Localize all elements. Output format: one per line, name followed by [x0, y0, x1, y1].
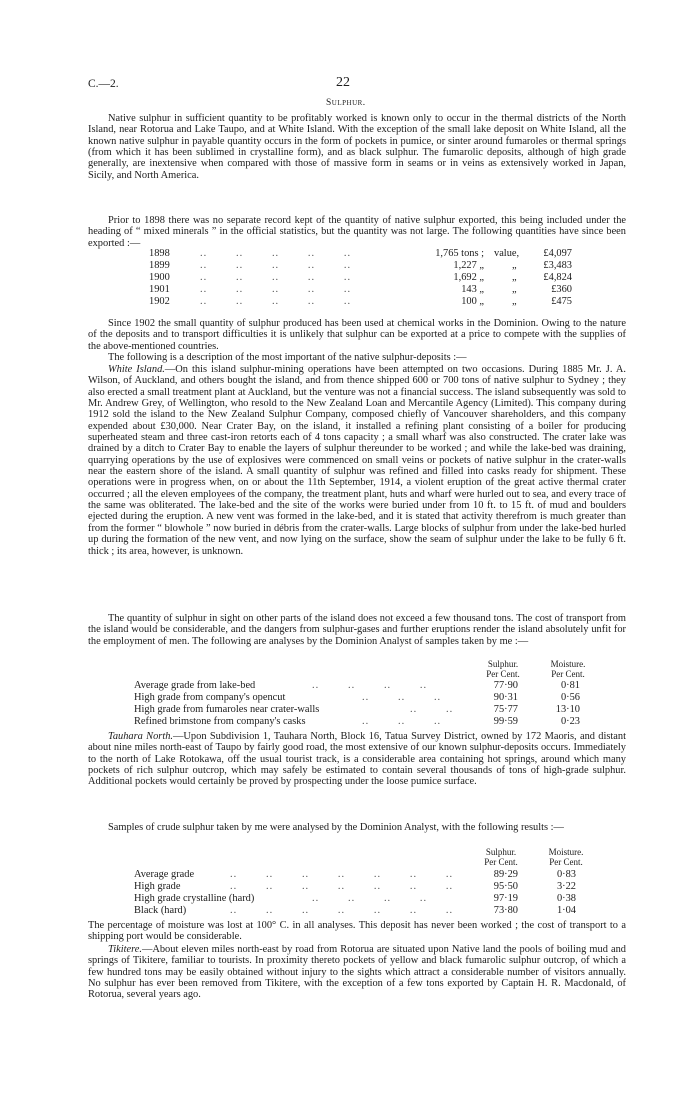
side-heading-white-island: White Island.	[108, 364, 165, 375]
paragraph-white-island-quantity: The quantity of sulphur in sight on other parts of the island does not exceed a few thousand tons. The cost of transport from the island would be considerable, and the dangers from sulphur-gases and further eruptions render the island absolutely unfit for the employment of men. The following are analyses by the Dominion Analyst of samples taken by me :—	[88, 613, 626, 647]
paragraph-tikitere: Tikitere.—About eleven miles north-east by road from Rotorua are situated upon Native land the pools of boiling mud and springs of Tikitere, familiar to tourists. In proximity thereto pockets of yellow and black fumarolic sulphur outcrop, of which a few hundred tons may be easily obtained without injury to the sights which attract a considerable number of visitors annually. No sulphur has ever been removed from Tikitere, with the exception of a few tons exported by Captain H. R. Macdonald, of Rotorua, several years ago.	[88, 944, 626, 1001]
paragraph-white-island: White Island.—On this island sulphur-mining operations have been attempted on two occasions. During 1885 Mr. J. A. Wilson, of Auckland, and others bought the island, and from thence shipped 600 or 700 tons of native sulphur to Sydney ; they also erected a small treatment plant at Auckland, but the venture was not a financial success. The island subsequently was sold to Mr. Andrew Grey, of Wellington, who resold to the New Zealand Loan and Mercantile Agency (Limited). This company during 1912 sold the island to the New Zealand Sulphur Company, composed chiefly of Vancouver shareholders, and this company expended about £30,000. Near Crater Bay, on the island, it installed a refining plant consisting of a boiler for producing superheated steam and three cast-iron retorts each of 4 tons capacity ; a small wharf was also constructed. The crater lake was drained by a ditch to Crater Bay to enable the layers of sulphur thereunder to be worked ; and while the lake-bed was draining, quarrying operations by the use of explosives were commenced on small veins or pockets of native sulphur in the crater-walls near the eastern shore of the island. A small quantity of sulphur was refined and filled into casks ready for shipment. These operations were in progress when, on or about the 11th September, 1914, a violent eruption of the great active thermal crater occurred ; all the eleven employees of the company, the treatment plant, huts and wharf were hurled out to sea, and every trace of the same was obliterated. The lake-bed and the site of the works were buried under from 10 ft. to 15 ft. of mud and boulders ejected during the eruption. A new vent was formed in the lake-bed, and it is stated that activity therefrom is much greater than from the former “ blowhole ” now buried in débris from the crater-walls. Large blocks of sulphur from under the lake-bed hurled up during the formation of the new vent, and now lying on the surface, show the seam of sulphur under the lake to be fully 6 ft. thick ; its area, however, is unknown.	[88, 364, 626, 557]
section-title: Sulphur.	[326, 98, 366, 108]
page-number: 22	[336, 75, 350, 90]
side-heading-tikitere: Tikitere.	[108, 944, 142, 955]
paragraph-intro: Native sulphur in sufficient quantity to be profitably worked is known only to occur in the thermal districts of the North Island, near Rotorua and Lake Taupo, and at White Island. With the exception of the small lake deposit on White Island, all the known native sulphur in payable quantity occurs in the form of pockets in pumice, or sinter around fumaroles or thermal springs (from which it has been sublimed in crystalline form), and as black sulphur. The fumarolic deposits, although of high grade generally, are inextensive when compared with those of massive form in seams or in veins as extensively worked in Japan, Sicily, and North America.	[88, 113, 626, 181]
paragraph-description-intro: The following is a description of the most important of the native sulphur-deposits :—	[108, 352, 467, 363]
paragraph-exports-intro: Prior to 1898 there was no separate record kept of the quantity of native sulphur exported, this being included under the heading of “ mixed minerals ” in the official statistics, but the quantity was not large. The following quantities have since been exported :—	[88, 215, 626, 249]
paragraph-moisture: The percentage of moisture was lost at 100° C. in all analyses. This deposit has never been worked ; the cost of transport to a shipping port would be considerable.	[88, 920, 626, 943]
side-heading-tauhara-north: Tauhara North.	[108, 731, 174, 742]
paragraph-samples: Samples of crude sulphur taken by me were analysed by the Dominion Analyst, with the following results :—	[108, 822, 564, 833]
paragraph-since-1902: Since 1902 the small quantity of sulphur produced has been used at chemical works in the Dominion. Owing to the nature of the deposits and to transport difficulties it is unlikely that sulphur can be exported at a price to compete with the supplies of the above-mentioned countries.	[88, 318, 626, 352]
paragraph-tauhara-north: Tauhara North.—Upon Subdivision 1, Tauhara North, Block 16, Tatua Survey District, owned by 172 Maoris, and distant about nine miles north-east of Taupo by fairly good road, the most extensive of our known sulphur-deposits occurs. Immediately to the north of Lake Rotokawa, off the usual tourist track, is a considerable area containing hot springs, around which many pockets of rich sulphur outcrop, which may safely be estimated to contain several thousands of tons of high-grade sulphur. Additional pockets would certainly be proved by prospecting under the loose pumice surface.	[88, 731, 626, 788]
document-reference: C.—2.	[88, 78, 119, 90]
